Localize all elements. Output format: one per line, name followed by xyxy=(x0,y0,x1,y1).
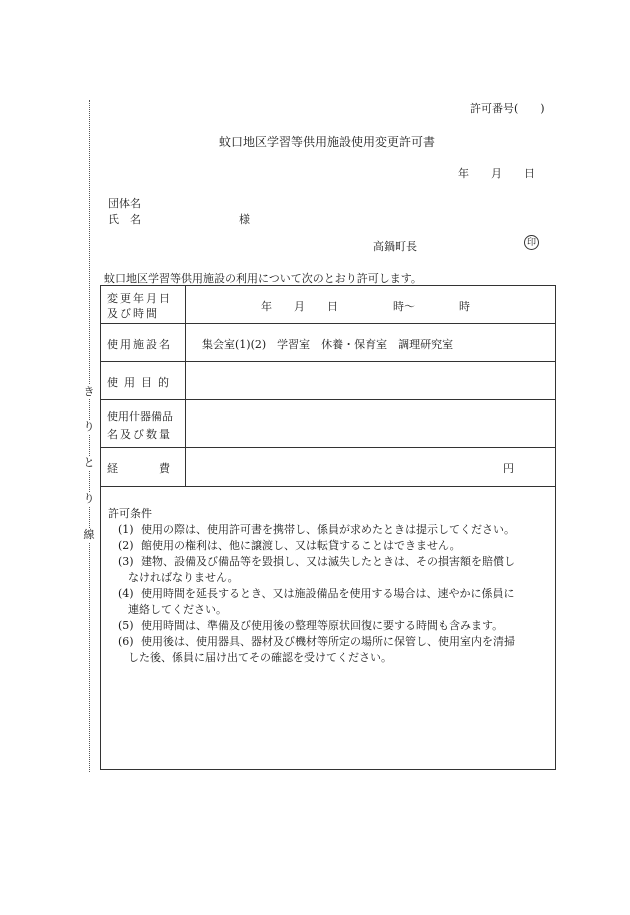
intro-text: 蚊口地区学習等供用施設の利用について次のとおり許可します。 xyxy=(104,272,422,285)
issuer-name: 高鍋町長 xyxy=(373,240,417,253)
cut-line-char: り xyxy=(83,420,95,433)
condition-number: (5) xyxy=(118,619,134,632)
seal-icon: 印 xyxy=(524,235,539,250)
permit-table xyxy=(100,285,556,770)
row-label: 及び時間 xyxy=(107,307,159,320)
table-row xyxy=(101,400,555,448)
document-title: 蚊口地区学習等供用施設使用変更許可書 xyxy=(219,135,436,149)
condition-text: 館使用の権利は、他に譲渡し、又は転貸することはできません。 xyxy=(141,539,461,552)
table-row xyxy=(101,448,555,487)
row-label-cell xyxy=(101,448,186,486)
row-label-cell xyxy=(101,324,186,361)
cut-line-char: り xyxy=(83,492,95,505)
cut-line xyxy=(89,100,90,772)
expense-unit: 円 xyxy=(503,462,514,475)
row-label: 変更年月日 xyxy=(107,292,172,305)
row-label: 経 費 xyxy=(107,462,172,475)
facility-names-value: 集会室(1)(2) 学習室 休養・保育室 調理研究室 xyxy=(202,338,454,351)
condition-text: 建物、設備及び備品等を毀損し、又は滅失したときは、その損害額を賠償し xyxy=(141,555,515,568)
cut-line-char: と xyxy=(83,456,95,469)
row-label-cell xyxy=(101,362,186,399)
condition-text: なければなりません。 xyxy=(128,571,239,584)
cut-line-char: き xyxy=(83,385,95,398)
condition-text: 使用後は、使用器具、器材及び機材等所定の場所に保管し、使用室内を清掃 xyxy=(141,635,515,648)
condition-text: 使用時間は、準備及び使用後の整理等原状回復に要する時間も含みます。 xyxy=(141,619,504,632)
condition-text: 使用の際は、使用許可書を携帯し、係員が求めたときは提示してください。 xyxy=(141,523,515,536)
condition-text: した後、係員に届け出てその確認を受けてください。 xyxy=(128,651,392,664)
permit-number: 許可番号( ) xyxy=(470,102,545,115)
change-datetime-value: 年 月 日 時～ 時 xyxy=(261,300,470,313)
condition-number: (1) xyxy=(118,523,134,536)
applicant-name-label: 氏 名 xyxy=(108,213,141,226)
table-row xyxy=(101,286,555,324)
row-label: 使用目的 xyxy=(107,376,175,389)
row-label-cell xyxy=(101,286,186,323)
condition-text: 使用時間を延長するとき、又は施設備品を使用する場合は、速やかに係員に xyxy=(141,587,515,600)
condition-number: (6) xyxy=(118,635,134,648)
row-label: 名及び数量 xyxy=(107,428,172,441)
conditions-heading: 許可条件 xyxy=(108,507,152,520)
condition-number: (2) xyxy=(118,539,134,552)
condition-number: (4) xyxy=(118,587,134,600)
condition-number: (3) xyxy=(118,555,134,568)
row-label: 使用什器備品 xyxy=(107,410,173,423)
cut-line-char: 線 xyxy=(83,528,95,541)
condition-text: 連絡してください。 xyxy=(128,603,227,616)
group-name-label: 団体名 xyxy=(108,197,141,210)
table-row xyxy=(101,324,555,362)
honorific: 様 xyxy=(239,213,250,226)
issue-date: 年 月 日 xyxy=(458,167,535,180)
table-row xyxy=(101,362,555,400)
row-label-cell xyxy=(101,400,186,447)
row-label: 使用施設名 xyxy=(107,338,172,351)
